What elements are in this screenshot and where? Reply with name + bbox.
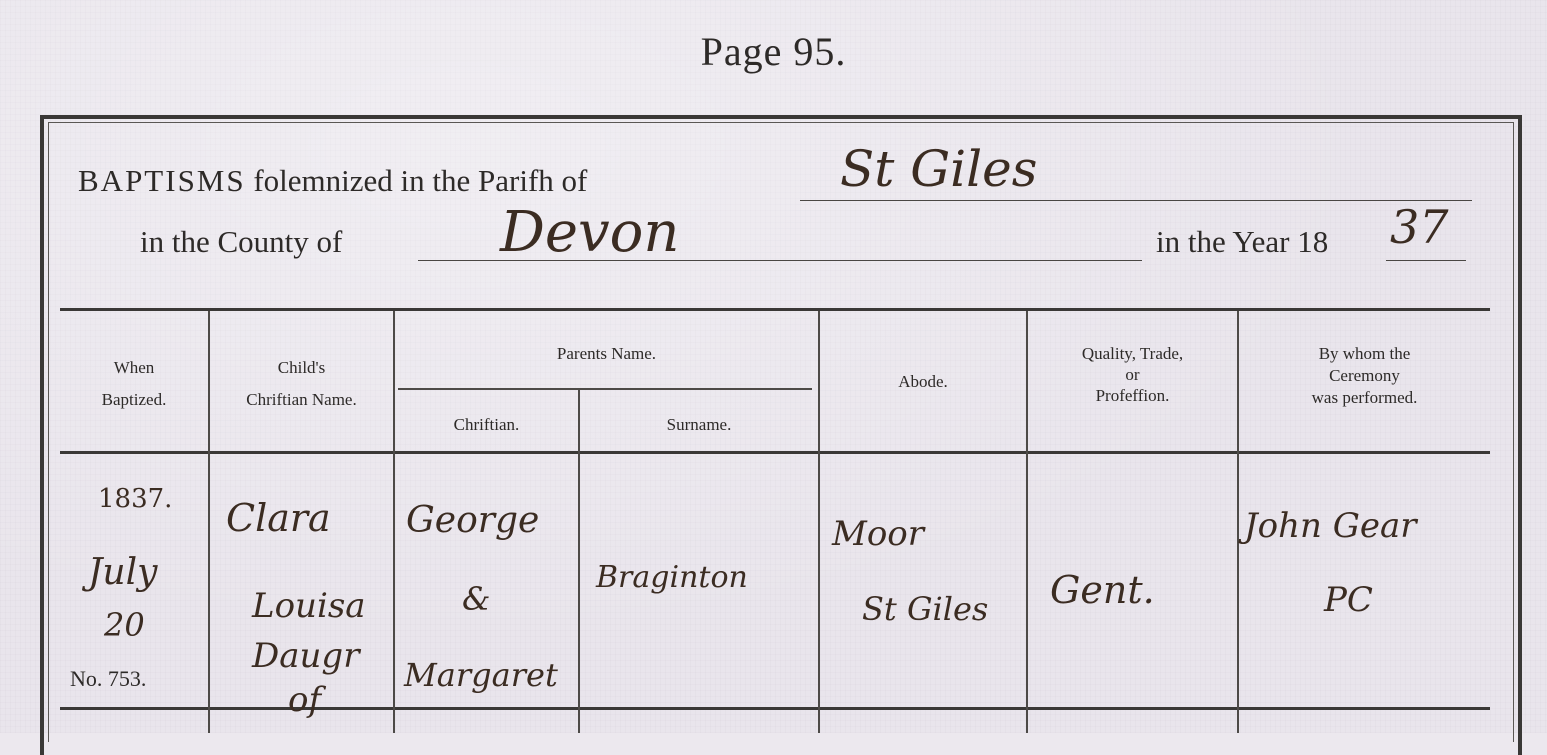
col-abode-header: Abode.	[898, 372, 948, 391]
col-when-header: When Baptized.	[101, 358, 167, 409]
solemnized-text: folemnized in the Parifh of	[253, 163, 588, 198]
child-name-line-2: Louisa	[252, 586, 366, 626]
county-value: Devon	[500, 200, 680, 265]
county-label: in the County of	[140, 224, 343, 259]
mother-initial: &	[462, 580, 491, 618]
child-name-line-3: Daugr	[252, 636, 360, 676]
entry-day: 20	[104, 606, 145, 644]
abode-line-2: St Giles	[862, 590, 989, 628]
abode-line-1: Moor	[832, 514, 925, 554]
surname-value: Braginton	[596, 560, 748, 595]
officiant-name: John Gear	[1244, 506, 1417, 546]
year-line	[1386, 260, 1466, 261]
year-label: in the Year 18	[1156, 224, 1329, 259]
col-sep-2	[393, 311, 395, 733]
officiant-title: PC	[1324, 580, 1373, 620]
parents-divider	[398, 388, 812, 390]
mother-name: Margaret	[404, 656, 558, 694]
entry-month: July	[88, 552, 158, 593]
quality-value: Gent.	[1050, 568, 1155, 612]
col-child-header: Child's Chriftian Name.	[246, 358, 357, 409]
col-parents-surname-header: Surname.	[666, 415, 732, 434]
baptisms-word: BAPTISMS	[78, 163, 246, 198]
header-bottom-rule	[60, 451, 1490, 454]
entry-year: 1837.	[98, 484, 173, 514]
parish-value: St Giles	[840, 140, 1038, 198]
header-top-rule	[60, 308, 1490, 311]
child-name-line-1: Clara	[226, 496, 331, 540]
row-bottom-rule	[60, 707, 1490, 710]
year-value: 37	[1390, 200, 1449, 254]
col-sep-3	[578, 390, 580, 733]
page-title: Page 95.	[700, 29, 847, 74]
father-name: George	[406, 500, 540, 541]
child-name-line-4: of	[288, 680, 322, 720]
entry-number: No. 753.	[70, 666, 147, 691]
col-quality-header: Quality, Trade, or Profeffion.	[1081, 344, 1184, 405]
col-bywhom-header: By whom the Ceremony was performed.	[1311, 344, 1418, 407]
parish-line	[800, 200, 1472, 201]
baptisms-heading	[78, 163, 587, 199]
col-parents-header: Parents Name.	[556, 344, 657, 363]
col-parents-christian-header: Chriftian.	[453, 415, 520, 434]
